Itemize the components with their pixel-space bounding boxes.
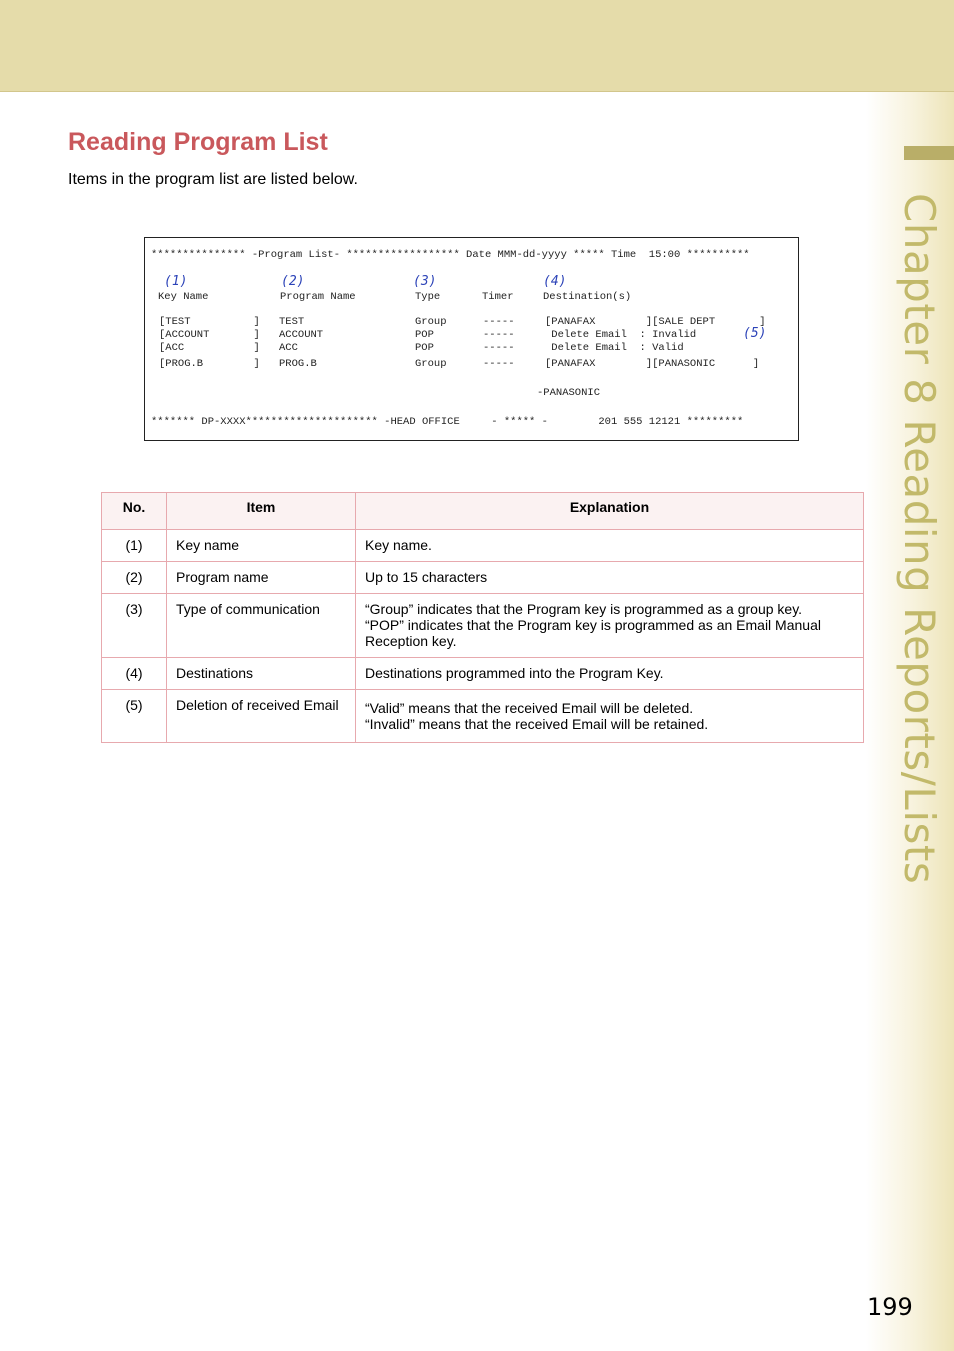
header-no: No.: [102, 493, 167, 530]
row-number: (2): [102, 562, 167, 594]
report-row-program: ACC: [279, 342, 298, 354]
row-item: Deletion of received Email: [167, 690, 356, 743]
report-row-key: [PROG.B ]: [159, 358, 260, 370]
row-explanation: [356, 658, 864, 690]
report-row-timer: -----: [483, 316, 515, 328]
row-explanation: [356, 690, 864, 743]
report-header-line: *************** -Program List- ****************** Date MMM-dd-yyyy ***** Time 15:00 **********: [151, 249, 750, 261]
column-program-name: Program Name: [280, 291, 356, 303]
explanation-line: Up to 15 characters: [365, 569, 488, 585]
report-row-key: [ACC ]: [159, 342, 260, 354]
report-footer-line: ******* DP-XXXX********************* -HEAD OFFICE - ***** - 201 555 12121 *********: [151, 416, 744, 428]
marker-4: (4): [543, 274, 567, 289]
row-explanation: [356, 594, 864, 658]
marker-5: (5): [743, 326, 767, 341]
report-row-destination: Delete Email : Valid: [545, 342, 684, 354]
chapter-title: Chapter 8 Reading Reports/Lists: [895, 193, 944, 885]
row-item: Destinations: [167, 658, 356, 690]
table-header-row: [102, 493, 864, 530]
row-explanation: [356, 530, 864, 562]
section-title: Reading Program List: [68, 128, 328, 156]
row-number: (5): [102, 690, 167, 743]
column-destinations: Destination(s): [543, 291, 632, 303]
report-row-type: POP: [415, 342, 434, 354]
explanation-line: Reception key.: [365, 633, 457, 649]
intro-text: Items in the program list are listed below.: [68, 171, 358, 188]
header-item: Item: [167, 493, 356, 530]
explanation-line: Destinations programmed into the Program Key.: [365, 665, 664, 681]
table-row: [102, 690, 864, 743]
report-row-destination: [PANAFAX ][SALE DEPT ]: [545, 316, 766, 328]
program-list-report: [144, 237, 799, 441]
explanation-line: Key name.: [365, 537, 432, 553]
report-row-timer: -----: [483, 329, 515, 341]
report-row-key: [TEST ]: [159, 316, 260, 328]
report-row-type: Group: [415, 358, 447, 370]
explanation-table: [101, 492, 864, 743]
report-row-key: [ACCOUNT ]: [159, 329, 260, 341]
chapter-tab-marker: [904, 146, 954, 160]
report-row-type: Group: [415, 316, 447, 328]
row-explanation: [356, 562, 864, 594]
column-timer: Timer: [482, 291, 514, 303]
report-row-program: TEST: [279, 316, 305, 328]
column-key-name: Key Name: [158, 291, 209, 303]
report-row-program: ACCOUNT: [279, 329, 324, 341]
explanation-line: “POP” indicates that the Program key is programmed as an Email Manual: [365, 617, 821, 633]
table-row: [102, 562, 864, 594]
row-number: (1): [102, 530, 167, 562]
report-row-timer: -----: [483, 358, 515, 370]
report-extra-line: -PANASONIC: [537, 387, 601, 399]
report-row-program: PROG.B: [279, 358, 317, 370]
marker-1: (1): [164, 274, 188, 289]
table-row: [102, 530, 864, 562]
table-row: [102, 658, 864, 690]
explanation-line: “Valid” means that the received Email will be deleted.: [365, 700, 694, 716]
row-number: (3): [102, 594, 167, 658]
explanation-line: “Group” indicates that the Program key is programmed as a group key.: [365, 601, 803, 617]
header-explanation: Explanation: [356, 493, 864, 530]
report-row-timer: -----: [483, 342, 515, 354]
column-type: Type: [415, 291, 441, 303]
explanation-line: “Invalid” means that the received Email will be retained.: [365, 716, 709, 732]
report-row-type: POP: [415, 329, 434, 341]
row-number: (4): [102, 658, 167, 690]
page-number: 199: [867, 1293, 913, 1321]
row-item: Key name: [167, 530, 356, 562]
header-band: [0, 0, 954, 92]
marker-2: (2): [281, 274, 305, 289]
table-row: [102, 594, 864, 658]
row-item: Type of communication: [167, 594, 356, 658]
marker-3: (3): [413, 274, 437, 289]
report-row-destination: Delete Email : Invalid: [545, 329, 697, 341]
row-item: Program name: [167, 562, 356, 594]
report-row-destination: [PANAFAX ][PANASONIC ]: [545, 358, 760, 370]
